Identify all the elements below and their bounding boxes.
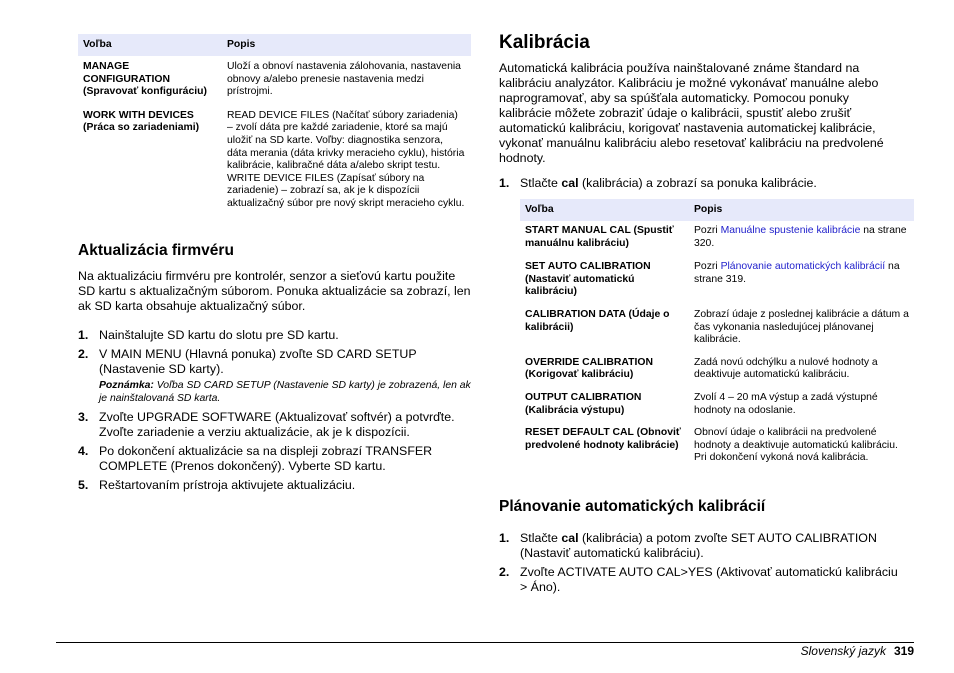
table-header-option: Voľba [520,199,689,221]
cross-reference-link[interactable]: Manuálne spustenie kalibrácie [720,225,861,236]
step-text: Zvoľte ACTIVATE AUTO CAL>YES (Aktivovať automatickú kalibráciu > Áno). [520,565,898,594]
option-cell: CALIBRATION DATA (Údaje o kalibrácii) [525,308,670,333]
list-item [78,444,471,474]
schedule-steps [499,531,899,595]
step-number: 1. [499,176,510,190]
page-footer [801,644,914,658]
cross-reference-link[interactable]: Plánovanie automatických kalibrácií [720,261,886,273]
description-cell: Zobrazí údaje z poslednej kalibrácie a dátum a čas vykonania nasledujúcej plánovanej kalibrácie. [694,308,909,346]
firmware-note [78,379,471,405]
description-cell: Zvolí 4 – 20 mA výstup a zadá výstupné hodnoty na odoslanie. [694,391,878,416]
step-number: 2. [499,565,510,579]
step-text: Zvoľte UPGRADE SOFTWARE (Aktualizovať softvér) a potvrďte. Zvoľte zariadenie a verziu aktualizácie, ak je k dispozícii. [99,410,455,439]
step-number: 2. [78,347,89,361]
ref-post: na strane 320. [694,225,907,249]
step-text-pre: Stlačte [520,176,562,190]
calibration-heading: Kalibrácia [499,32,590,53]
table-header-row [520,199,914,221]
description-cell: Zadá novú odchýlku a nulové hodnoty a deaktivuje automatickú kalibráciu. [694,356,878,381]
option-cell: OUTPUT CALIBRATION (Kalibrácia výstupu) [525,391,642,416]
calibration-options-table [520,199,914,465]
list-item [78,347,471,377]
step-text-post: (kalibrácia) a potom zvoľte SET AUTO CALIBRATION (Nastaviť automatickú kalibráciu). [520,531,877,560]
firmware-intro: Na aktualizáciu firmvéru pre kontrolér, senzor a sieťovú kartu použite SD kartu s aktualizačným súborom. Ponuka aktualizácie sa zobrazí, len ak SD karta obsahuje aktualizačný súbor. [78,269,471,313]
table-header-description: Popis [689,199,914,221]
footer-divider [56,642,914,643]
schedule-heading: Plánovanie automatických kalibrácií [499,498,766,515]
option-cell: START MANUAL CAL (Spustiť manuálnu kalibráciu) [525,225,674,249]
note-text: Voľba SD CARD SETUP (Nastavenie SD karty) je zobrazená, len ak je nainštalovaná SD karta. [99,380,471,404]
table-row [520,417,914,465]
table-header-row [78,34,471,56]
list-item [78,410,471,440]
step-text-pre: Stlačte [520,531,562,545]
table-row [520,221,914,250]
description-cell [689,250,914,299]
step-number: 4. [78,444,89,458]
table-row [78,56,471,99]
option-cell: MANAGE CONFIGURATION (Spravovať konfiguráciu) [83,61,207,98]
calibration-steps [499,176,914,191]
calibration-intro: Automatická kalibrácia používa nainštalované známe štandard na kalibráciu analyzátor. Kalibráciu je možné vykonávať manuálne alebo naprogramovať, aby sa spúšťala automaticky. Pomocou ponuky kalibrácie môžete zobraziť údaje o kalibrácii, spustiť alebo zrušiť automatickú kalibráciu, korigovať nastavenia automatickej kalibrácie, vykonať manuálnu kalibráciu alebo resetovať kalibráciu na predvolené hodnoty. [499,61,884,165]
option-cell: RESET DEFAULT CAL (Obnoviť predvolené hodnoty kalibrácie) [525,427,681,451]
table-row [78,99,471,211]
footer-language: Slovenský jazyk [800,644,886,658]
table-row [520,250,914,299]
list-item [499,531,899,561]
step-text-post: (kalibrácia) a zobrazí sa ponuka kalibrácie. [578,176,817,190]
description-cell [689,221,914,250]
settings-options-table [78,34,471,211]
ref-pre: Pozri [694,261,721,273]
list-item [499,176,914,191]
step-number: 1. [78,328,89,342]
list-item [78,478,471,493]
ref-post: na strane 319. [694,261,900,285]
option-cell: WORK WITH DEVICES (Práca so zariadeniami) [83,109,200,134]
description-cell: Uloží a obnoví nastavenia zálohovania, nastavenia obnovy a/alebo prenesie nastavenia medzi prístrojmi. [227,61,461,98]
step-number: 3. [78,410,89,424]
option-cell: OVERRIDE CALIBRATION (Korigovať kalibráciu) [525,356,653,381]
firmware-steps [78,328,471,377]
ref-pre: Pozri [694,225,721,236]
option-cell: SET AUTO CALIBRATION (Nastaviť automatickú kalibráciu) [525,261,651,298]
page-number: 319 [893,644,914,658]
list-item [78,328,471,343]
table-header-option: Voľba [78,34,222,56]
step-text: Nainštalujte SD kartu do slotu pre SD kartu. [99,328,339,342]
step-text: Po dokončení aktualizácie sa na displeji zobrazí TRANSFER COMPLETE (Prenos dokončený). Vyberte SD kartu. [99,444,433,473]
step-number: 1. [499,531,510,545]
table-header-description: Popis [222,34,471,56]
firmware-steps-continued [78,410,471,493]
firmware-heading: Aktualizácia firmvéru [78,242,234,259]
cal-key: cal [561,176,579,190]
note-label: Poznámka: [99,380,154,391]
description-cell: Obnoví údaje o kalibrácii na predvolené hodnoty a deaktivuje automatickú kalibráciu. Pri dokončení vykoná nová kalibrácia. [694,427,898,464]
table-row [520,347,914,382]
step-number: 5. [78,478,89,492]
description-cell: READ DEVICE FILES (Načítať súbory zariadenia) – zvolí dáta pre každé zariadenie, ktoré sa majú uložiť na SD karte. Voľby: diagnostika senzora, dáta merania (dáta krivky meracieho cyklu), história kalibrácie, kalibračné dáta a/alebo skript testu. WRITE DEVICE FILES (Zapísať súbory na zariadenie) – zobrazí sa, ak je k dispozícii aktualizačný súbor pre nový skript meracieho cyklu. [227,109,465,209]
step-text: Reštartovaním prístroja aktivujete aktualizáciu. [99,478,356,492]
step-text: V MAIN MENU (Hlavná ponuka) zvoľte SD CARD SETUP (Nastavenie SD karty). [99,347,417,376]
table-row [520,299,914,347]
list-item [499,565,899,595]
cal-key: cal [561,531,579,545]
table-row [520,382,914,417]
